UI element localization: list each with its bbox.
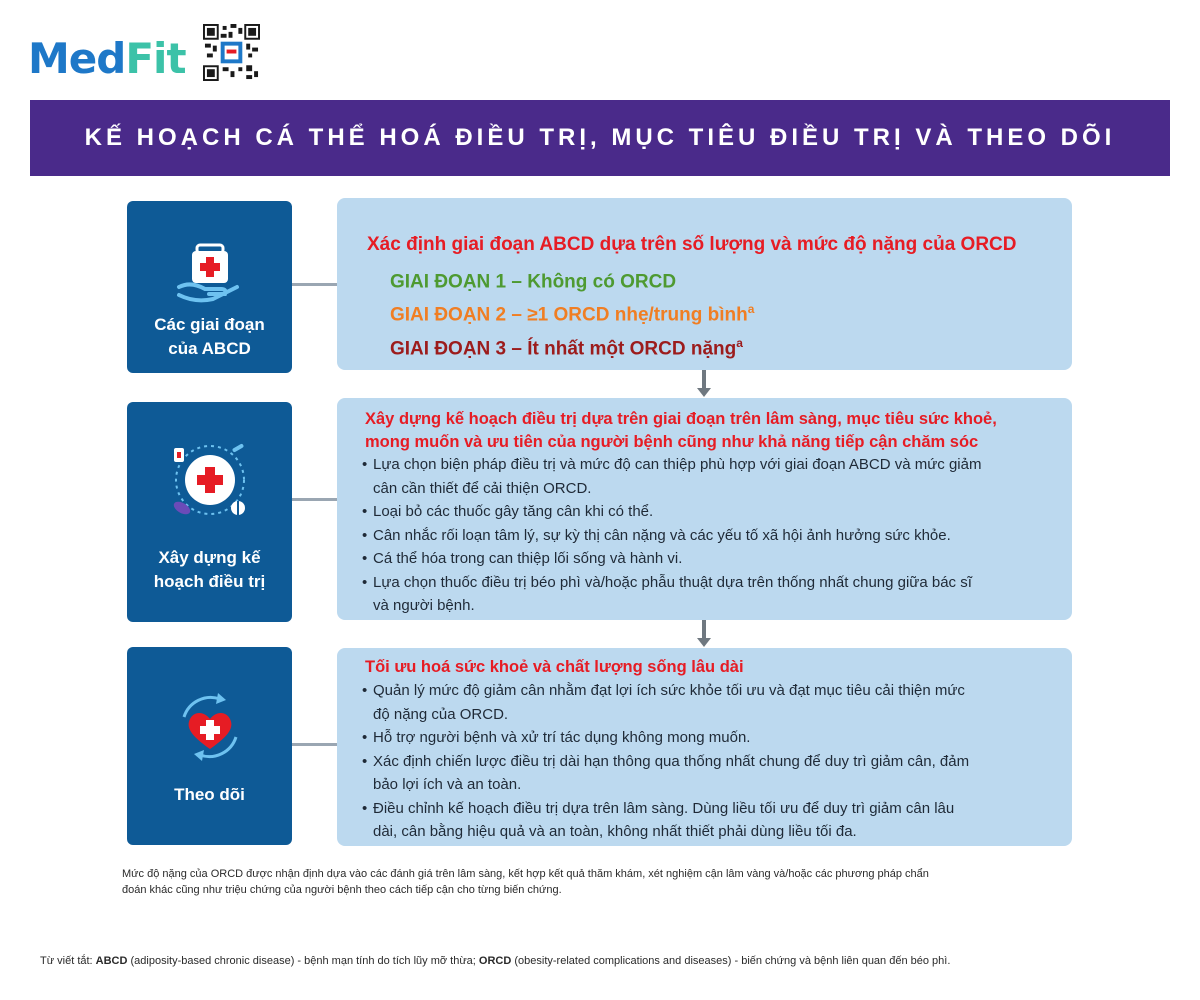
arrow-down-2 [697, 620, 711, 648]
step-box-treatment-plan [127, 402, 292, 622]
header-banner [30, 100, 1170, 176]
monitoring-bullets [362, 679, 1057, 844]
bullet-item [362, 453, 1057, 500]
abbr-orcd-def: (obesity-related complications and diseases) - biến chứng và bệnh liên quan đến béo phì. [511, 955, 951, 967]
abbreviations-note [40, 953, 1170, 969]
treatment-plan-bullets [362, 453, 1057, 618]
arrow-head [697, 638, 711, 647]
step-label-line: Xây dựng kế [158, 548, 261, 567]
step-label-abcd-stages [127, 313, 292, 361]
bullet-item [362, 571, 1057, 618]
bullet-line: • Xác định chiến lược điều trị dài hạn thông qua thống nhất chung để duy trì giảm cân, đảm [373, 752, 970, 770]
abbr-orcd-term: ORCD [478, 955, 512, 967]
stage-1-text: GIAI ĐOẠN 1 – Không có ORCD [390, 271, 677, 293]
arrow-shaft [702, 370, 706, 390]
step-label-line: Các giai đoạn [154, 315, 265, 334]
bullet-item [362, 679, 1057, 726]
bullet-item [362, 500, 1057, 524]
footnote-line: đoán khác cũng như triệu chứng của người bệnh theo cách tiếp cận cho từng biến chứng. [122, 884, 562, 896]
stage-3 [390, 336, 743, 360]
abbr-prefix: Từ viết tắt: [40, 955, 96, 967]
abbr-abcd-def: (adiposity-based chronic disease) - bệnh mạn tính do tích lũy mỡ thừa; [127, 955, 479, 967]
stage-3-sup: a [736, 336, 743, 350]
connector-line [292, 283, 339, 286]
abbr-abcd-term: ABCD [95, 955, 128, 967]
stage-3-text: GIAI ĐOẠN 3 – Ít nhất một ORCD nặng [390, 338, 737, 360]
step-label-line: Theo dõi [174, 785, 245, 804]
arrow-head [697, 388, 711, 397]
bullet-line: độ nặng của ORCD. [373, 705, 509, 723]
bullet-item [362, 524, 1057, 548]
bullet-line: và người bệnh. [373, 597, 475, 614]
bullet-item [362, 750, 1057, 797]
step-box-monitoring [127, 647, 292, 845]
bullet-line: • Cân nhắc rối loạn tâm lý, sự kỳ thị cân nặng và các yếu tố xã hội ảnh hưởng sức khỏe. [373, 526, 951, 544]
bullet-line: • Lựa chọn thuốc điều trị béo phì và/hoặc phẫu thuật dựa trên thống nhất chung giữa bác sĩ [373, 573, 972, 591]
bullet-line: • Lựa chọn biện pháp điều trị và mức độ can thiệp phù hợp với giai đoạn ABCD và mức giảm [373, 456, 982, 473]
logo-fit-text: Fit [125, 34, 186, 83]
stage-2-text: GIAI ĐOẠN 2 – ≥1 ORCD nhẹ/trung bình [390, 304, 748, 326]
stage-2-sup: a [747, 302, 755, 316]
step-box-abcd-stages [127, 201, 292, 373]
bullet-line: bảo lợi ích và an toàn. [373, 776, 522, 793]
bullet-line: • Quản lý mức độ giảm cân nhằm đạt lợi ích sức khỏe tối ưu và đạt mục tiêu cải thiện mức [373, 682, 965, 699]
step-label-line: của ABCD [168, 339, 251, 358]
bullet-line: • Hỗ trợ người bệnh và xử trí tác dụng không mong muốn. [373, 729, 751, 746]
banner-title: KẾ HOẠCH CÁ THỂ HOÁ ĐIỀU TRỊ, MỤC TIÊU ĐIỀU TRỊ VÀ THEO DÕI [84, 124, 1116, 151]
bullet-line: • Cá thể hóa trong can thiệp lối sống và hành vi. [373, 550, 683, 567]
bullet-line: dài, cân bằng hiệu quả và an toàn, không nhất thiết phải dùng liều tối đa. [373, 823, 857, 840]
arrow-shaft [702, 620, 706, 640]
arrow-down-1 [697, 370, 711, 398]
step-label-line: hoạch điều trị [153, 572, 266, 591]
qr-code-icon [203, 24, 260, 81]
medical-bag-hand-icon [175, 237, 245, 307]
connector-line [292, 743, 339, 746]
bullet-line: • Loại bỏ các thuốc gây tăng cân khi có thể. [373, 503, 654, 520]
step-label-treatment-plan [127, 546, 292, 594]
panel-title-line: Xây dựng kế hoạch điều trị dựa trên giai đoạn trên lâm sàng, mục tiêu sức khoẻ, [365, 410, 997, 428]
panel-title-monitoring: Tối ưu hoá sức khoẻ và chất lượng sống lâu dài [365, 658, 744, 676]
stage-1 [390, 269, 676, 293]
bullet-line: • Điều chỉnh kế hoạch điều trị dựa trên lâm sàng. Dùng liều tối ưu để duy trì giảm cân lâu [373, 799, 955, 817]
stage-2 [390, 302, 754, 326]
step-label-monitoring [127, 783, 292, 807]
bullet-item [362, 726, 1057, 750]
medfit-logo [28, 34, 186, 83]
logo-med-text: Med [28, 34, 126, 83]
panel-title-treatment-plan [365, 408, 997, 454]
bullet-item [362, 797, 1057, 844]
bullet-line: cân cần thiết để cải thiện ORCD. [373, 479, 592, 497]
heart-cycle-icon [170, 687, 250, 767]
treatment-plan-icon [168, 438, 252, 522]
footnote-line: Mức độ nặng của ORCD được nhận định dựa vào các đánh giá trên lâm sàng, kết hợp kết quả thăm khám, xét nghiệm cận lâm vàng và/hoặc các phương pháp chẩn [122, 868, 929, 880]
connector-line [292, 498, 339, 501]
severity-footnote [122, 866, 1062, 898]
bullet-item [362, 547, 1057, 571]
panel-title-line: mong muốn và ưu tiên của người bệnh cũng như khả năng tiếp cận chăm sóc [365, 433, 979, 451]
panel-title-abcd-stages: Xác định giai đoạn ABCD dựa trên số lượng và mức độ nặng của ORCD [367, 234, 1017, 255]
